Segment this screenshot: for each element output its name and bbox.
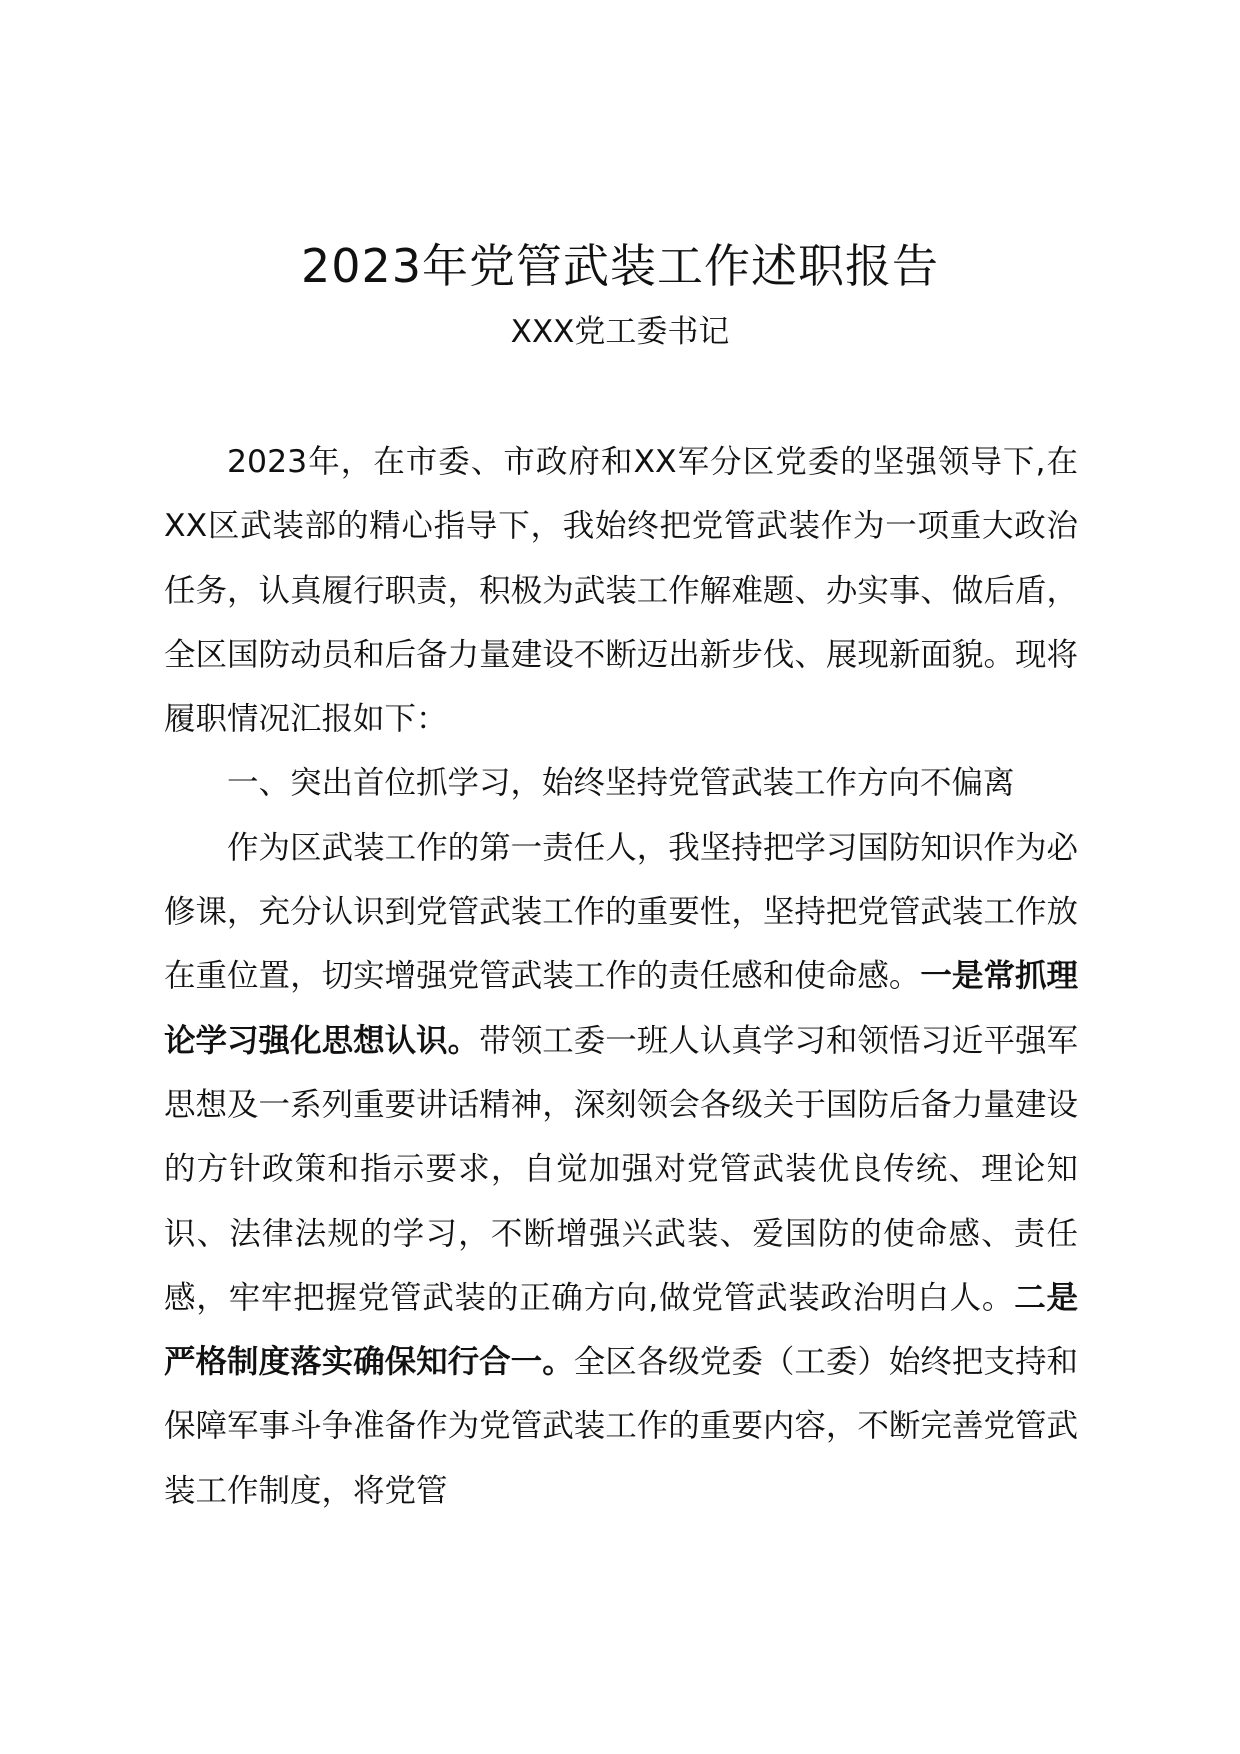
section-heading: 一、突出首位抓学习，始终坚持党管武装工作方向不偏离 — [227, 765, 1015, 802]
document-subtitle: XXX党工委书记 — [510, 314, 730, 350]
document-title: 2023年党管武装工作述职报告 — [300, 239, 940, 293]
intro-paragraph: 2023年，在市委、市政府和XX军分区党委的坚强领导下,在XX区武装部的精心指导下，我始终把党管武装作为一项重大政治任务，认真履行职责，积极为武装工作解难题、办实事、做后盾，全区国防动员和后备力量建设不断迈出新步伐、展现新面貌。现将履职情况汇报如下： — [164, 444, 1078, 738]
document-body — [164, 430, 1078, 1523]
bold-point-two: 二是严格制度落实确保知行合一。 — [164, 1279, 1078, 1381]
paragraph-text: 作为区武装工作的第一责任人，我坚持把学习国防知识作为必修课，充分认识到党管武装工作的重要性，坚持把党管武装工作放在重位置，切实增强党管武装工作的责任感和使命感。 — [164, 829, 1078, 995]
paragraph-text: 全区各级党委（工委）始终把支持和保障军事斗争准备作为党管武装工作的重要内容，不断完善党管武装工作制度，将党管 — [164, 1344, 1078, 1509]
section-paragraph — [164, 816, 1078, 1523]
paragraph-text: 带领工委一班人认真学习和领悟习近平强军思想及一系列重要讲话精神，深刻领会各级关于国防后备力量建设的方针政策和指示要求，自觉加强对党管武装优良传统、理论知识、法律法规的学习，不断增强兴武装、爱国防的使命感、责任感，牢牢把握党管武装的正确方向,做党管武装政治明白人。 — [164, 1022, 1078, 1316]
bold-point-one: 一是常抓理论学习强化思想认识。 — [164, 958, 1078, 1059]
